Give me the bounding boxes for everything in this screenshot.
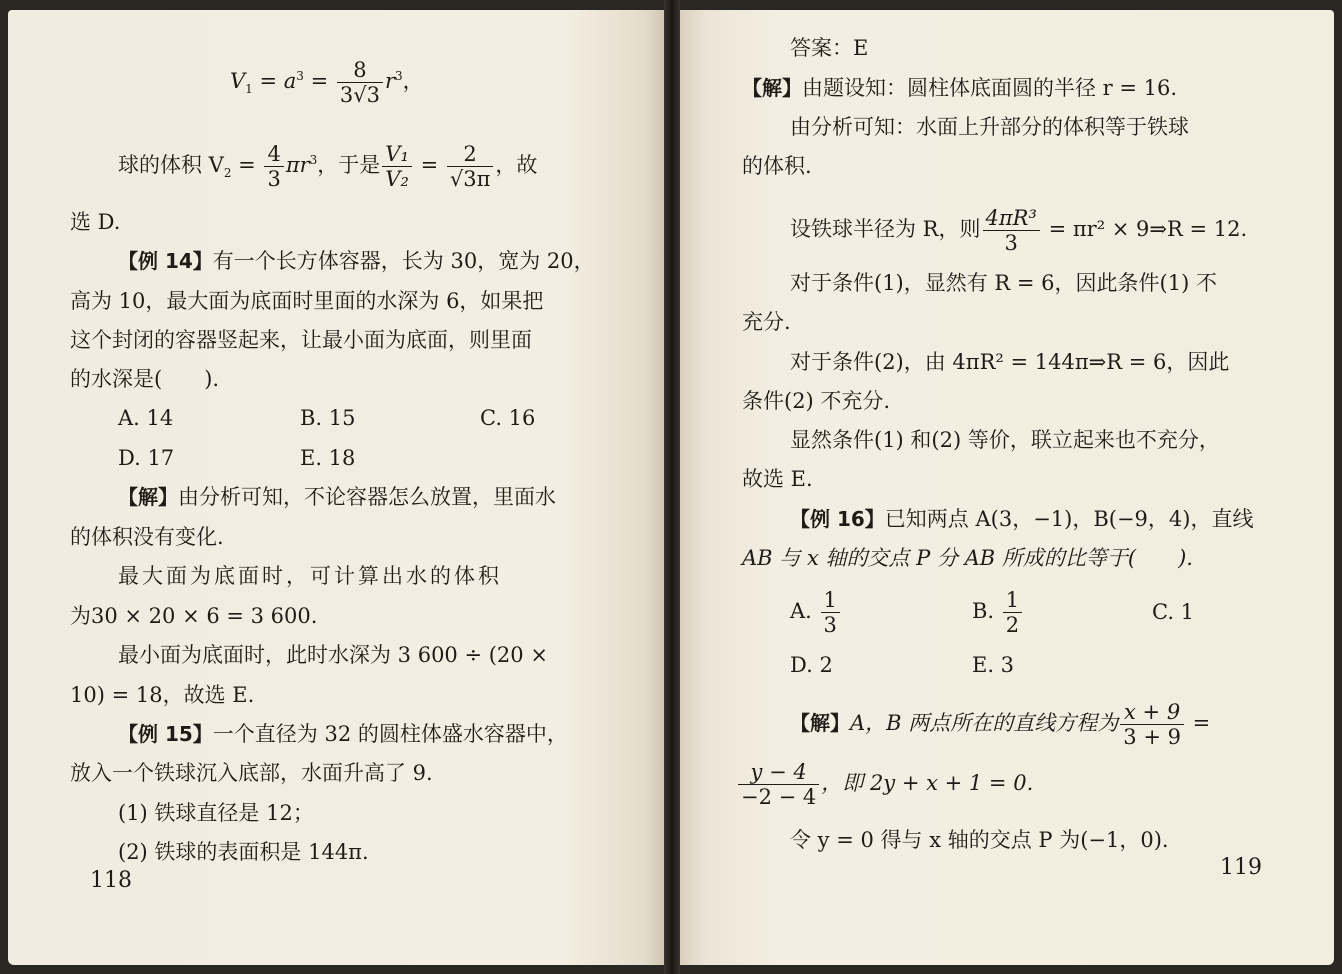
- example-14-line: [118, 247, 595, 275]
- fraction-numerator: x + 9: [1120, 700, 1184, 725]
- formula-text: r: [384, 69, 396, 93]
- book-spine: [664, 0, 680, 974]
- formula-text: V: [230, 69, 246, 93]
- fraction-denominator: √3π: [449, 167, 491, 191]
- option-a: [790, 588, 842, 637]
- fraction: [264, 142, 283, 191]
- fraction: [738, 760, 819, 809]
- left-page: [8, 10, 664, 965]
- text: =: [1185, 711, 1211, 735]
- text: 已知两点 A(3，−1)，B(−9，4)，直线: [884, 507, 1254, 531]
- text-line: 最大面为底面时，可计算出水的体积: [118, 564, 502, 588]
- solution-tag: 【解】: [742, 76, 802, 100]
- example-15-line: [118, 720, 568, 748]
- formula-text: =: [303, 69, 335, 93]
- text-line: 的体积没有变化.: [70, 525, 224, 549]
- formula-text: ，: [402, 69, 424, 93]
- formula-text: = a: [252, 69, 297, 93]
- sup: 3: [309, 153, 318, 167]
- text-line: 最小面为底面时，此时水深为 3 600 ÷ (20 ×: [118, 643, 548, 667]
- text: 球的体积 V: [118, 153, 224, 177]
- example-16-line: [790, 505, 1253, 533]
- text: 有一个长方体容器，长为 30，宽为 20，: [212, 249, 595, 273]
- option-e: E. 18: [300, 446, 356, 470]
- fraction-denominator: 3: [267, 167, 281, 191]
- fraction-numerator: 4: [264, 142, 283, 167]
- radius-equation-line: [790, 206, 1247, 255]
- fraction-numerator: 8: [337, 58, 383, 83]
- fraction-denominator: V₂: [385, 167, 409, 191]
- option-c: C. 16: [480, 406, 536, 430]
- text: =: [413, 153, 445, 177]
- text-line: 对于条件(1)，显然有 R = 6，因此条件(1) 不: [790, 271, 1217, 295]
- option-e: E. 3: [972, 653, 1015, 677]
- solution-tag: 【解】: [790, 711, 850, 735]
- text: ，即 2y + x + 1 = 0.: [821, 771, 1034, 795]
- fraction-denominator: 2: [1005, 613, 1020, 637]
- text-line: AB 与 x 轴的交点 P 分 AB 所成的比等于( ).: [742, 546, 1193, 570]
- option-b: B. 15: [300, 406, 356, 430]
- solution-line: [742, 74, 1177, 102]
- fraction-numerator: 2: [447, 142, 494, 167]
- option-d: D. 17: [118, 446, 175, 470]
- sphere-volume-line: [118, 142, 537, 191]
- page-number: 118: [90, 868, 132, 893]
- text: 由分析可知，不论容器怎么放置，里面水: [178, 485, 556, 509]
- fraction-denominator: 3: [823, 613, 837, 637]
- option-a: A. 14: [118, 406, 174, 430]
- text: ，故: [495, 153, 538, 177]
- text: 由题设知：圆柱体底面圆的半径 r = 16.: [802, 76, 1178, 100]
- text: 设铁球半径为 R，则: [790, 217, 981, 241]
- fraction-numerator: 4πR³: [983, 206, 1040, 231]
- example-tag: 【例 15】: [118, 722, 213, 746]
- text-line: 对于条件(2)，由 4πR² = 144π⇒R = 6，因此: [790, 350, 1230, 374]
- fraction: [337, 58, 383, 107]
- example-tag: 【例 16】: [790, 507, 885, 531]
- text: 一个直径为 32 的圆柱体盛水容器中，: [212, 722, 568, 746]
- formula-sup: 3: [395, 69, 403, 83]
- fraction-denominator: −2 − 4: [741, 785, 817, 809]
- condition-2: (2) 铁球的表面积是 144π.: [118, 840, 369, 864]
- text-line: 选 D.: [70, 210, 121, 234]
- solution-line: [790, 700, 1210, 749]
- text-line: 10) = 18，故选 E.: [70, 683, 255, 707]
- text-line: 令 y = 0 得与 x 轴的交点 P 为(−1，0).: [790, 828, 1169, 852]
- fraction-numerator: 1: [1003, 588, 1022, 613]
- equation-line: [736, 760, 1033, 809]
- fraction-numerator: 1: [821, 588, 840, 613]
- fraction: [447, 142, 494, 191]
- solution-tag: 【解】: [118, 485, 178, 509]
- text-line: 为30 × 20 × 6 = 3 600.: [70, 604, 318, 628]
- option-label: A.: [790, 599, 812, 623]
- sub: 2: [223, 166, 232, 181]
- text-line: 的体积.: [742, 154, 812, 178]
- text: πr: [285, 153, 310, 177]
- text-line: 故选 E.: [742, 467, 813, 491]
- text-line: 由分析可知：水面上升部分的体积等于铁球: [790, 115, 1189, 139]
- fraction: [1120, 700, 1184, 749]
- answer-line: 答案：E: [790, 36, 869, 60]
- option-d: D. 2: [790, 653, 833, 677]
- fraction: [382, 142, 412, 191]
- fraction-denominator: 3: [1004, 231, 1018, 255]
- fraction-denominator: 3√3: [339, 83, 380, 107]
- fraction: [1003, 588, 1022, 637]
- text-line: 高为 10，最大面为底面时里面的水深为 6，如果把: [70, 289, 544, 313]
- page-number: 119: [1220, 855, 1262, 880]
- fraction-numerator: y − 4: [738, 760, 819, 785]
- text-line: 显然条件(1) 和(2) 等价，联立起来也不充分，: [790, 428, 1220, 452]
- condition-1: (1) 铁球直径是 12；: [118, 801, 314, 825]
- text-line: 这个封闭的容器竖起来，让最小面为底面，则里面: [70, 328, 532, 352]
- fraction-denominator: 3 + 9: [1123, 725, 1181, 749]
- text-line: 的水深是( ).: [70, 367, 220, 391]
- formula-sub: 1: [245, 82, 253, 97]
- text: = πr² × 9⇒R = 12.: [1041, 217, 1248, 241]
- option-b: [972, 588, 1024, 637]
- text-line: 充分.: [742, 310, 791, 334]
- fraction: [821, 588, 840, 637]
- option-label: B.: [972, 599, 995, 623]
- fraction-numerator: V₁: [382, 142, 412, 167]
- text: ，于是: [317, 153, 381, 177]
- option-c: C. 1: [1152, 600, 1195, 624]
- right-page: [680, 10, 1334, 965]
- text-line: 条件(2) 不充分.: [742, 389, 891, 413]
- formula-sup: 3: [296, 69, 304, 83]
- solution-line: [118, 483, 556, 511]
- formula-v1: [230, 58, 424, 107]
- fraction: [983, 206, 1040, 255]
- text: =: [231, 153, 263, 177]
- text: A，B 两点所在的直线方程为: [850, 711, 1119, 735]
- example-tag: 【例 14】: [118, 249, 213, 273]
- text-line: 放入一个铁球沉入底部，水面升高了 9.: [70, 761, 433, 785]
